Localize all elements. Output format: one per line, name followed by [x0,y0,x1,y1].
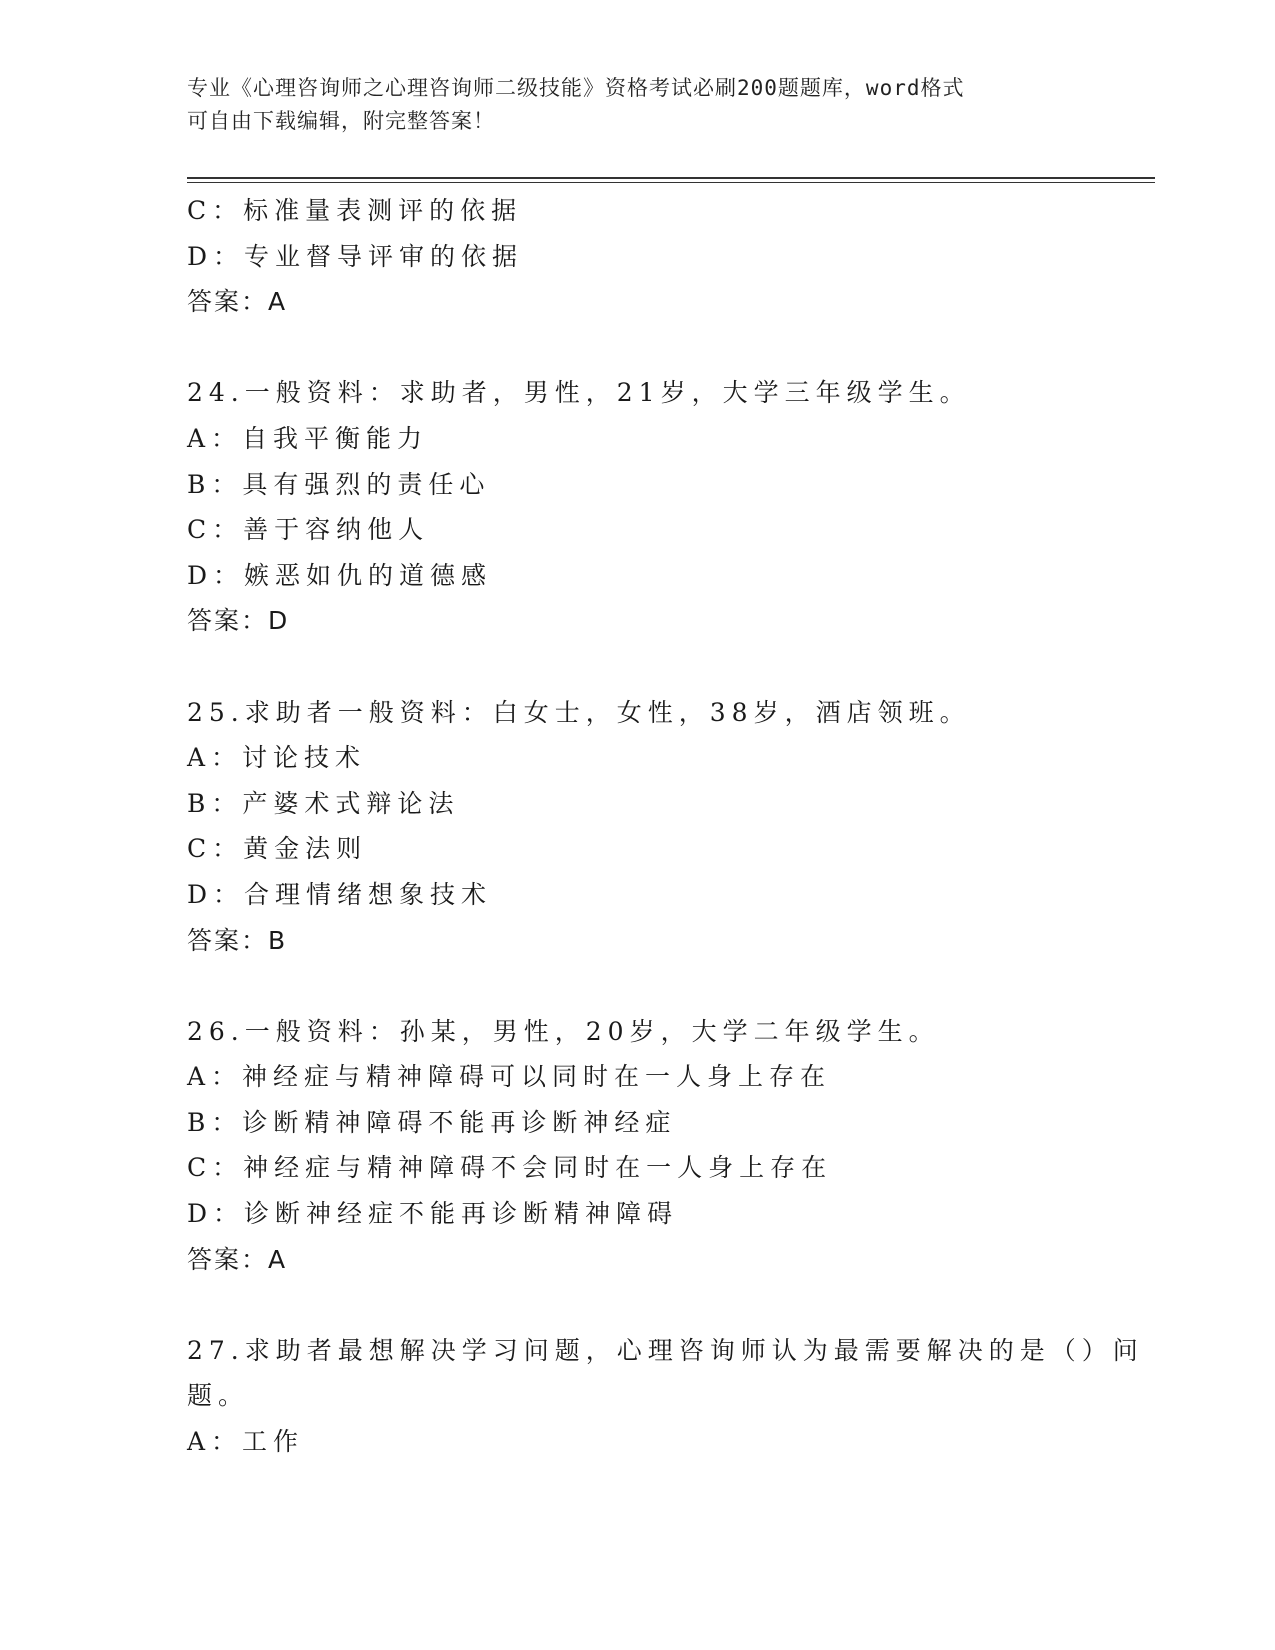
option-b: B：产婆术式辩论法 [187,788,460,818]
option-b: B：诊断精神障碍不能再诊断神经症 [187,1107,677,1137]
question-fragment [187,188,1087,325]
question-25 [187,690,1087,964]
question-stem: 25.求助者一般资料：白女士，女性，38岁，酒店领班。 [187,697,971,727]
spacer [187,963,1087,1009]
answer-line: 答案：A [187,1244,288,1274]
option-c: C：神经症与精神障碍不会同时在一人身上存在 [187,1153,833,1183]
option-c: C：黄金法则 [187,834,368,864]
answer-line: 答案：B [187,925,288,955]
question-list [187,188,1144,1465]
option-b: B：具有强烈的责任心 [187,469,491,499]
question-stem: 24.一般资料：求助者，男性，21岁，大学三年级学生。 [187,378,971,408]
option-a: A：自我平衡能力 [187,423,429,453]
option-a: A：讨论技术 [187,743,367,773]
option-d: D：嫉恶如仇的道德感 [187,560,493,590]
option-d: D：诊断神经症不能再诊断精神障碍 [187,1199,679,1229]
option-a: A：工作 [187,1427,305,1457]
header-line-1: 专业《心理咨询师之心理咨询师二级技能》资格考试必刷200题题库，word格式 [187,76,965,100]
answer-line: 答案：D [187,606,290,636]
header-line-2: 可自由下载编辑，附完整答案！ [187,109,495,133]
spacer [187,1282,1087,1328]
question-24 [187,370,1087,644]
option-d: D：合理情绪想象技术 [187,879,493,909]
question-stem-line-1: 27.求助者最想解决学习问题，心理咨询师认为最需要解决的是（）问 [187,1335,1144,1365]
document-header [187,72,1087,138]
question-26 [187,1009,1087,1283]
option-c: C：标准量表测评的依据 [187,196,523,225]
option-a: A：神经症与精神障碍可以同时在一人身上存在 [187,1062,832,1092]
question-stem: 26.一般资料：孙某，男性，20岁，大学二年级学生。 [187,1016,940,1046]
option-c: C：善于容纳他人 [187,515,430,545]
option-d: D：专业督导评审的依据 [187,241,524,271]
question-27 [187,1328,1144,1465]
question-stem-line-2: 题。 [187,1381,250,1411]
answer-line: 答案：A [187,287,288,317]
spacer [187,644,1087,690]
header-rule-thick [187,177,1155,179]
spacer [187,325,1087,371]
header-rule-thin [187,182,1155,183]
